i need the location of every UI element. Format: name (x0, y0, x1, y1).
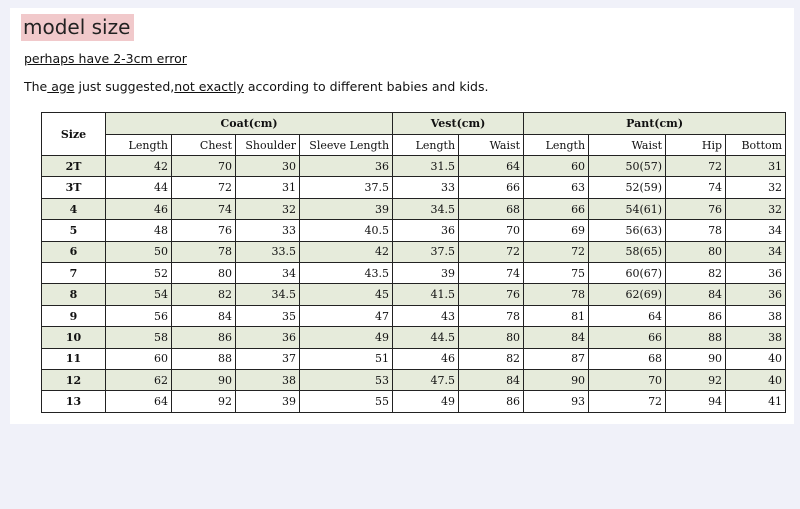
size-label: 2T (42, 156, 106, 177)
table-row (42, 370, 786, 391)
table-cell: 78 (459, 305, 524, 326)
table-cell: 33 (393, 177, 459, 198)
table-cell: 63 (524, 177, 589, 198)
table-cell: 78 (524, 284, 589, 305)
table-cell: 60(67) (589, 263, 666, 284)
table-cell: 93 (524, 391, 589, 413)
size-label: 7 (42, 263, 106, 284)
table-cell: 58(65) (589, 241, 666, 262)
table-row (42, 241, 786, 262)
column-header: Length (524, 135, 589, 156)
table-cell: 38 (726, 305, 786, 326)
table-cell: 47 (300, 305, 393, 326)
column-header: Hip (666, 135, 726, 156)
table-cell: 86 (459, 391, 524, 413)
table-cell: 36 (726, 284, 786, 305)
size-label: 5 (42, 220, 106, 241)
table-cell: 37 (236, 348, 300, 369)
table-cell: 66 (459, 177, 524, 198)
column-header-row (42, 135, 786, 156)
table-cell: 76 (172, 220, 236, 241)
table-cell: 94 (666, 391, 726, 413)
table-cell: 45 (300, 284, 393, 305)
table-cell: 88 (172, 348, 236, 369)
table-cell: 32 (236, 198, 300, 219)
table-cell: 32 (726, 177, 786, 198)
disclaimer-middle: just suggested, (74, 79, 175, 94)
coat-group-header: Coat(cm) (106, 113, 393, 135)
table-cell: 33 (236, 220, 300, 241)
table-cell: 36 (726, 263, 786, 284)
table-row (42, 348, 786, 369)
size-table (41, 112, 786, 413)
table-cell: 70 (589, 370, 666, 391)
table-cell: 33.5 (236, 241, 300, 262)
table-cell: 92 (666, 370, 726, 391)
table-cell: 37.5 (300, 177, 393, 198)
table-cell: 58 (106, 327, 172, 348)
table-cell: 44.5 (393, 327, 459, 348)
table-cell: 34.5 (393, 198, 459, 219)
size-header: Size (42, 113, 106, 156)
table-cell: 36 (300, 156, 393, 177)
column-header: Shoulder (236, 135, 300, 156)
table-cell: 56(63) (589, 220, 666, 241)
table-cell: 40 (726, 348, 786, 369)
table-cell: 40.5 (300, 220, 393, 241)
disclaimer-age: age (47, 79, 75, 94)
table-cell: 48 (106, 220, 172, 241)
table-cell: 80 (459, 327, 524, 348)
table-cell: 81 (524, 305, 589, 326)
table-row (42, 263, 786, 284)
table-cell: 90 (524, 370, 589, 391)
table-cell: 90 (172, 370, 236, 391)
table-cell: 31.5 (393, 156, 459, 177)
column-header: Bottom (726, 135, 786, 156)
table-cell: 50 (106, 241, 172, 262)
table-cell: 82 (666, 263, 726, 284)
table-cell: 86 (172, 327, 236, 348)
table-cell: 54(61) (589, 198, 666, 219)
table-cell: 42 (300, 241, 393, 262)
table-cell: 34.5 (236, 284, 300, 305)
table-cell: 64 (106, 391, 172, 413)
size-label: 6 (42, 241, 106, 262)
disclaimer-suffix: according to different babies and kids. (243, 79, 489, 94)
size-table-body (42, 156, 786, 413)
table-cell: 35 (236, 305, 300, 326)
table-cell: 84 (666, 284, 726, 305)
size-label: 8 (42, 284, 106, 305)
table-cell: 30 (236, 156, 300, 177)
table-cell: 70 (172, 156, 236, 177)
size-label: 3T (42, 177, 106, 198)
column-header: Waist (459, 135, 524, 156)
table-cell: 70 (459, 220, 524, 241)
table-cell: 90 (666, 348, 726, 369)
error-note: perhaps have 2-3cm error (24, 51, 187, 66)
table-cell: 47.5 (393, 370, 459, 391)
table-cell: 39 (300, 198, 393, 219)
table-cell: 52(59) (589, 177, 666, 198)
table-cell: 62 (106, 370, 172, 391)
table-row (42, 156, 786, 177)
table-cell: 43.5 (300, 263, 393, 284)
table-cell: 74 (172, 198, 236, 219)
table-cell: 64 (589, 305, 666, 326)
disclaimer-text (24, 79, 488, 94)
column-header: Length (106, 135, 172, 156)
column-header: Waist (589, 135, 666, 156)
table-cell: 41.5 (393, 284, 459, 305)
table-cell: 62(69) (589, 284, 666, 305)
table-cell: 54 (106, 284, 172, 305)
table-cell: 40 (726, 370, 786, 391)
table-cell: 80 (172, 263, 236, 284)
table-cell: 53 (300, 370, 393, 391)
table-cell: 74 (666, 177, 726, 198)
table-cell: 64 (459, 156, 524, 177)
vest-group-header: Vest(cm) (393, 113, 524, 135)
pant-group-header: Pant(cm) (524, 113, 786, 135)
table-cell: 49 (393, 391, 459, 413)
table-cell: 49 (300, 327, 393, 348)
table-cell: 37.5 (393, 241, 459, 262)
table-cell: 42 (106, 156, 172, 177)
table-cell: 38 (236, 370, 300, 391)
table-cell: 39 (393, 263, 459, 284)
table-cell: 55 (300, 391, 393, 413)
column-header: Sleeve Length (300, 135, 393, 156)
table-cell: 82 (172, 284, 236, 305)
table-cell: 34 (726, 220, 786, 241)
table-cell: 84 (524, 327, 589, 348)
size-label: 13 (42, 391, 106, 413)
table-cell: 39 (236, 391, 300, 413)
size-label: 9 (42, 305, 106, 326)
column-header: Chest (172, 135, 236, 156)
table-cell: 78 (172, 241, 236, 262)
table-cell: 31 (726, 156, 786, 177)
size-label: 12 (42, 370, 106, 391)
table-cell: 69 (524, 220, 589, 241)
table-cell: 72 (172, 177, 236, 198)
table-cell: 68 (589, 348, 666, 369)
table-cell: 86 (666, 305, 726, 326)
table-cell: 74 (459, 263, 524, 284)
table-cell: 92 (172, 391, 236, 413)
table-cell: 68 (459, 198, 524, 219)
table-cell: 84 (459, 370, 524, 391)
table-cell: 66 (589, 327, 666, 348)
size-label: 10 (42, 327, 106, 348)
table-row (42, 327, 786, 348)
table-cell: 60 (524, 156, 589, 177)
table-cell: 44 (106, 177, 172, 198)
page-title: model size (21, 14, 134, 41)
disclaimer-prefix: The (24, 79, 48, 94)
table-cell: 75 (524, 263, 589, 284)
table-row (42, 305, 786, 326)
table-cell: 60 (106, 348, 172, 369)
table-row (42, 177, 786, 198)
table-cell: 78 (666, 220, 726, 241)
table-cell: 36 (393, 220, 459, 241)
disclaimer-not-exactly: not exactly (174, 79, 244, 94)
table-cell: 72 (459, 241, 524, 262)
table-cell: 76 (666, 198, 726, 219)
table-cell: 72 (666, 156, 726, 177)
table-cell: 80 (666, 241, 726, 262)
table-cell: 88 (666, 327, 726, 348)
table-cell: 87 (524, 348, 589, 369)
table-row (42, 220, 786, 241)
table-cell: 84 (172, 305, 236, 326)
table-cell: 66 (524, 198, 589, 219)
table-cell: 46 (393, 348, 459, 369)
size-label: 4 (42, 198, 106, 219)
size-label: 11 (42, 348, 106, 369)
table-cell: 72 (589, 391, 666, 413)
table-cell: 72 (524, 241, 589, 262)
table-row (42, 284, 786, 305)
table-cell: 43 (393, 305, 459, 326)
table-cell: 34 (236, 263, 300, 284)
table-cell: 32 (726, 198, 786, 219)
table-row (42, 391, 786, 413)
table-cell: 41 (726, 391, 786, 413)
table-cell: 50(57) (589, 156, 666, 177)
table-cell: 31 (236, 177, 300, 198)
column-header: Length (393, 135, 459, 156)
table-cell: 51 (300, 348, 393, 369)
table-cell: 38 (726, 327, 786, 348)
group-header-row (42, 113, 786, 135)
table-cell: 34 (726, 241, 786, 262)
table-row (42, 198, 786, 219)
table-cell: 56 (106, 305, 172, 326)
table-cell: 52 (106, 263, 172, 284)
table-cell: 46 (106, 198, 172, 219)
table-cell: 82 (459, 348, 524, 369)
table-cell: 36 (236, 327, 300, 348)
table-cell: 76 (459, 284, 524, 305)
